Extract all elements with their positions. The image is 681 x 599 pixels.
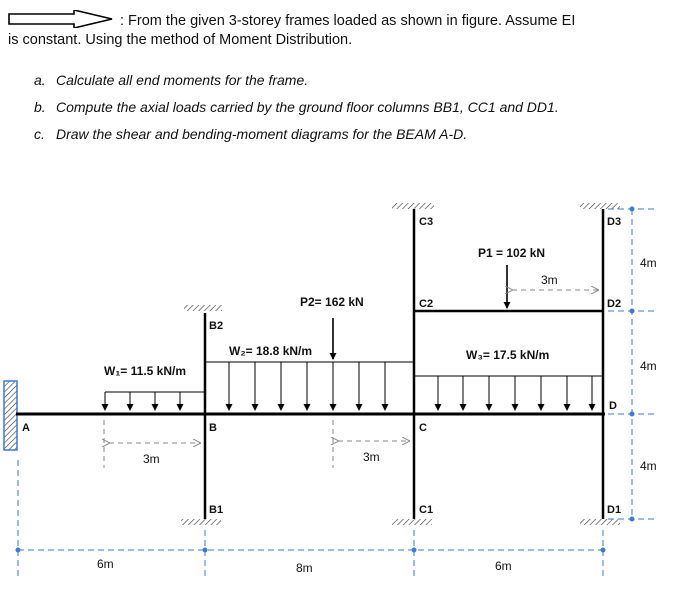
load-label-w3: W₃= 17.5 kN/m [466,348,550,362]
task-text: Compute the axial loads carried by the ground floor columns BB1, CC1 and DD1. [56,98,559,115]
fixed-support-a [4,381,17,450]
support-d3 [580,203,620,209]
load-label-p1: P1 = 102 kN [478,246,546,260]
dim-label-w1-extent: 3m [143,452,160,466]
support-b1 [181,519,221,525]
support-c1 [392,519,432,525]
node-label-d3: D3 [607,216,622,228]
node-label-b: B [209,422,217,434]
dim-label-bc-span: 8m [296,561,313,575]
load-label-w1: W₁= 11.5 kN/m [104,364,187,378]
udl-w2 [205,362,414,410]
task-label: a. [34,71,46,88]
support-c3 [392,203,434,209]
node-label-c2: C2 [419,298,434,310]
node-label-d: D [609,400,617,412]
task-label: b. [34,98,46,115]
node-label-c3: C3 [419,216,434,228]
dim-label-storey-1: 4m [640,459,657,473]
dim-label-storey-2: 4m [640,359,657,373]
dim-label-cd-span: 6m [495,559,512,573]
support-b2 [184,305,222,311]
node-label-b1: B1 [209,504,224,516]
node-label-c: C [419,422,427,434]
intro-line-2: is constant. Using the method of Moment Distribution. [8,32,353,48]
intro-text: : From the given 3-storey frames loaded as shown in figure. Assume EI [120,13,576,29]
node-label-c1: C1 [419,504,434,516]
udl-w1 [105,392,205,410]
udl-w3 [414,376,603,410]
task-label: c. [34,125,45,142]
task-text: Calculate all end moments for the frame. [56,71,309,88]
load-label-p2: P2= 162 kN [300,295,364,309]
support-d1 [580,519,620,525]
node-label-b2: B2 [209,320,224,332]
node-label-d1: D1 [607,504,622,516]
node-label-d2: D2 [607,298,622,310]
dim-label-p2-position: 3m [363,450,380,464]
task-text: Draw the shear and bending-moment diagrams for the BEAM A-D. [56,125,468,142]
node-label-a: A [22,422,30,434]
dim-label-ab-span: 6m [97,557,114,571]
dim-label-p1-position: 3m [541,273,558,287]
dim-label-storey-3: 4m [640,256,657,270]
load-label-w2: W₂= 18.8 kN/m [229,344,313,358]
